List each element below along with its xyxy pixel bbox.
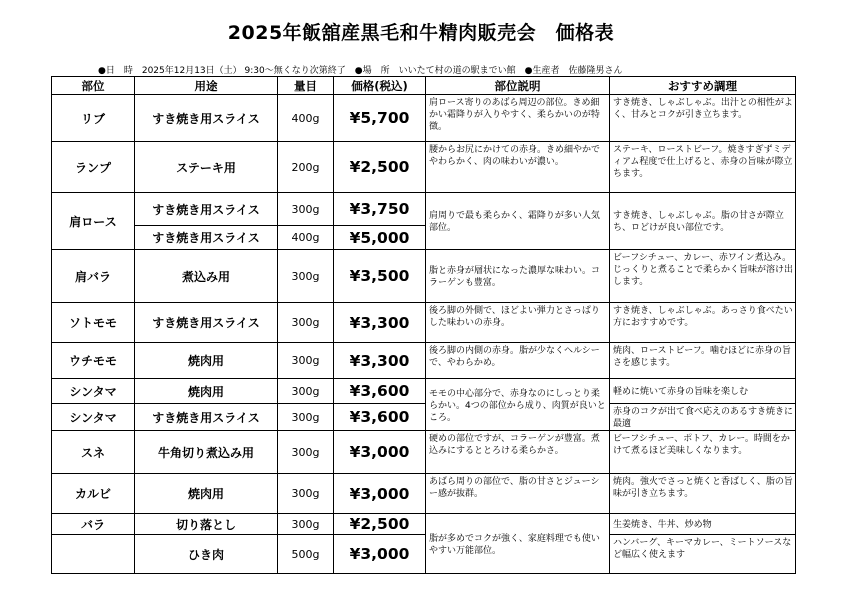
recommend-cell: 赤身のコクが出て食べ応えのあるすき焼きに最適 <box>610 404 796 431</box>
page-title: 2025年飯舘産黒毛和牛精肉販売会 価格表 <box>227 22 615 44</box>
part-cell: ランプ <box>52 142 135 193</box>
recommend-cell: 焼肉。強火でさっと焼くと香ばしく、脂の旨味が引き立ちます。 <box>610 474 796 514</box>
weight-cell: 300g <box>278 303 334 343</box>
description-cell: 肩ロース寄りのあばら周辺の部位。きめ細かい霜降りが入りやすく、柔らかいのが特徴。 <box>426 95 610 142</box>
price-cell: ¥3,300 <box>334 303 426 343</box>
weight-cell: 300g <box>278 343 334 379</box>
use-cell: 焼肉用 <box>135 474 278 514</box>
weight-cell: 300g <box>278 431 334 474</box>
description-cell: 後ろ脚の外側で、ほどよい弾力とさっぱりした味わいの赤身。 <box>426 303 610 343</box>
table-row <box>52 142 796 193</box>
recommend-cell: すき焼き、しゃぶしゃぶ。脂の甘さが際立ち、ロどけが良い部位です。 <box>610 193 796 250</box>
part-cell: シンタマ <box>52 379 135 404</box>
weight-cell: 300g <box>278 250 334 303</box>
table-row <box>52 193 796 226</box>
table-row <box>52 535 796 574</box>
weight-cell: 300g <box>278 474 334 514</box>
price-cell: ¥3,500 <box>334 250 426 303</box>
use-cell: ひき肉 <box>135 535 278 574</box>
use-cell: ステーキ用 <box>135 142 278 193</box>
weight-cell: 400g <box>278 226 334 250</box>
price-cell: ¥3,600 <box>334 379 426 404</box>
weight-cell: 300g <box>278 193 334 226</box>
header-price: 価格(税込) <box>334 77 426 95</box>
recommend-cell: ステーキ、ローストビーフ。焼きすぎずミディアム程度で仕上げると、赤身の旨味が際立ちます。 <box>610 142 796 193</box>
recommend-cell: ハンバーグ、キーマカレー、ミートソースなど幅広く使えます <box>610 535 796 574</box>
header-weight: 量目 <box>278 77 334 95</box>
recommend-cell: すき焼き、しゃぶしゃぶ。あっさり食べたい方におすすめです。 <box>610 303 796 343</box>
description-cell: 後ろ脚の内側の赤身。脂が少なくヘルシーで、やわらかめ。 <box>426 343 610 379</box>
header-description: 部位説明 <box>426 77 610 95</box>
table-row <box>52 343 796 379</box>
description-cell: あばら周りの部位で、脂の甘さとジューシー感が抜群。 <box>426 474 610 514</box>
use-cell: すき焼き用スライス <box>135 404 278 431</box>
use-cell: すき焼き用スライス <box>135 226 278 250</box>
price-cell: ¥3,000 <box>334 535 426 574</box>
description-cell: モモの中心部分で、赤身なのにしっとり柔らかい。4つの部位から成り、肉質が良いところ。 <box>426 379 610 431</box>
price-cell: ¥3,300 <box>334 343 426 379</box>
weight-cell: 500g <box>278 535 334 574</box>
price-cell: ¥2,500 <box>334 514 426 535</box>
recommend-cell: 軽めに焼いて赤身の旨味を楽しむ <box>610 379 796 404</box>
header-part: 部位 <box>52 77 135 95</box>
part-cell: バラ <box>52 514 135 535</box>
header-use: 用途 <box>135 77 278 95</box>
table-row <box>52 250 796 303</box>
recommend-cell: ビーフシチュー、ポトフ、カレー。時間をかけて煮るほど美味しくなります。 <box>610 431 796 474</box>
weight-cell: 200g <box>278 142 334 193</box>
table-row <box>52 379 796 404</box>
recommend-cell: 生姜焼き、牛丼、炒め物 <box>610 514 796 535</box>
price-cell: ¥3,600 <box>334 404 426 431</box>
recommend-cell: すき焼き、しゃぶしゃぶ。出汁との相性がよく、甘みとコクが引き立ちます。 <box>610 95 796 142</box>
use-cell: すき焼き用スライス <box>135 193 278 226</box>
part-cell <box>52 535 135 574</box>
event-info: ●日 時 2025年12月13日（土） 9:30～無くなり次第終了 ●場 所 いいたて村の道の駅までい館 ●生産者 佐藤隆男さん <box>98 66 623 76</box>
table-row <box>52 474 796 514</box>
table-row <box>52 95 796 142</box>
recommend-cell: 焼肉、ローストビーフ。噛むほどに赤身の旨さを感じます。 <box>610 343 796 379</box>
price-cell: ¥3,750 <box>334 193 426 226</box>
part-cell: シンタマ <box>52 404 135 431</box>
weight-cell: 400g <box>278 95 334 142</box>
use-cell: すき焼き用スライス <box>135 303 278 343</box>
part-cell: スネ <box>52 431 135 474</box>
weight-cell: 300g <box>278 514 334 535</box>
use-cell: 煮込み用 <box>135 250 278 303</box>
price-cell: ¥3,000 <box>334 431 426 474</box>
weight-cell: 300g <box>278 404 334 431</box>
weight-cell: 300g <box>278 379 334 404</box>
description-cell: 腰からお尻にかけての赤身。きめ細やかでやわらかく、肉の味わいが濃い。 <box>426 142 610 193</box>
price-cell: ¥3,000 <box>334 474 426 514</box>
description-cell: 脂と赤身が層状になった濃厚な味わい。コラーゲンも豊富。 <box>426 250 610 303</box>
table-row <box>52 404 796 431</box>
part-cell: ソトモモ <box>52 303 135 343</box>
part-cell: ウチモモ <box>52 343 135 379</box>
recommend-cell: ビーフシチュー、カレー、赤ワイン煮込み。じっくりと煮ることで柔らかく旨味が溶け出します。 <box>610 250 796 303</box>
part-cell: 肩バラ <box>52 250 135 303</box>
price-table <box>51 76 796 574</box>
price-cell: ¥5,700 <box>334 95 426 142</box>
header-recommend: おすすめ調理 <box>610 77 796 95</box>
description-cell: 硬めの部位ですが、コラーゲンが豊富。煮込みにするととろける柔らかさ。 <box>426 431 610 474</box>
header-row <box>52 77 796 95</box>
use-cell: 切り落とし <box>135 514 278 535</box>
use-cell: すき焼き用スライス <box>135 95 278 142</box>
table-row <box>52 303 796 343</box>
table-row <box>52 514 796 535</box>
description-cell: 脂が多めでコクが強く、家庭料理でも使いやすい万能部位。 <box>426 514 610 574</box>
table-row <box>52 431 796 474</box>
price-cell: ¥2,500 <box>334 142 426 193</box>
use-cell: 焼肉用 <box>135 343 278 379</box>
use-cell: 牛角切り煮込み用 <box>135 431 278 474</box>
part-cell: カルビ <box>52 474 135 514</box>
part-cell: 肩ロース <box>52 193 135 250</box>
use-cell: 焼肉用 <box>135 379 278 404</box>
part-cell: リブ <box>52 95 135 142</box>
description-cell: 肩周りで最も柔らかく、霜降りが多い人気部位。 <box>426 193 610 250</box>
price-cell: ¥5,000 <box>334 226 426 250</box>
